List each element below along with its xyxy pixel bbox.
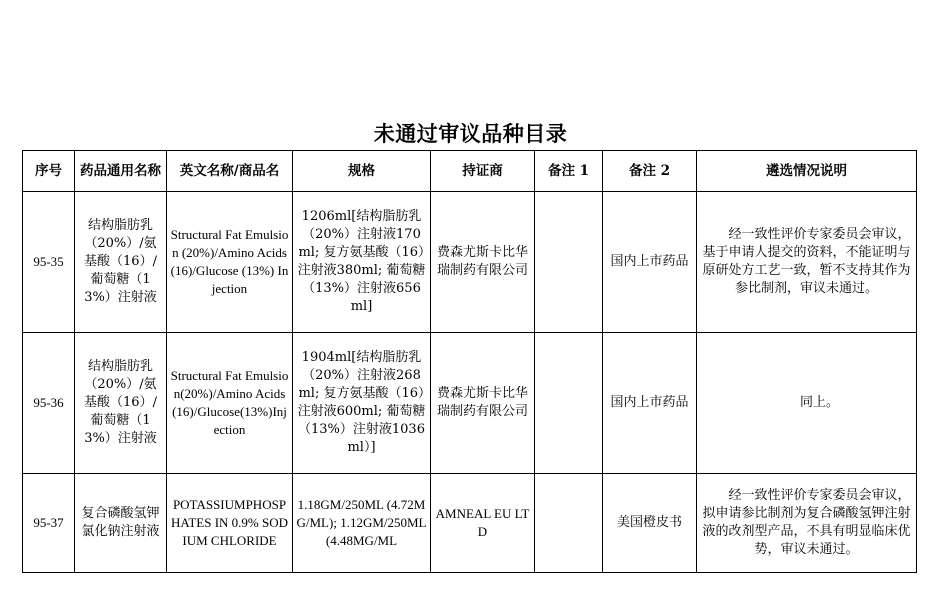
header-holder: 持证商 <box>431 151 535 192</box>
cell-generic-name: 结构脂肪乳（20%）/氨基酸（16）/葡萄糖（13%）注射液 <box>75 333 167 474</box>
cell-explanation <box>697 333 917 474</box>
table-row <box>23 192 917 333</box>
header-spec: 规格 <box>293 151 431 192</box>
cell-spec: 1904ml[结构脂肪乳（20%）注射液268ml; 复方氨基酸（16）注射液600ml; 葡萄糖（13%）注射液1036ml）] <box>293 333 431 474</box>
cell-spec: 1206ml[结构脂肪乳（20%）注射液170ml; 复方氨基酸（16）注射液380ml; 葡萄糖（13%）注射液656ml] <box>293 192 431 333</box>
cell-generic-name: 结构脂肪乳（20%）/氨基酸（16）/葡萄糖（13%）注射液 <box>75 192 167 333</box>
cell-note2: 美国橙皮书 <box>603 474 697 573</box>
cell-note1 <box>535 192 603 333</box>
header-seq: 序号 <box>23 151 75 192</box>
cell-english-name: Structural Fat Emulsion (20%)/Amino Acids (16)/Glucose (13%) Injection <box>167 192 293 333</box>
header-english-name: 英文名称/商品名 <box>167 151 293 192</box>
cell-generic-name: 复合磷酸氢钾氯化钠注射液 <box>75 474 167 573</box>
cell-note2: 国内上市药品 <box>603 192 697 333</box>
cell-seq: 95-36 <box>23 333 75 474</box>
cell-holder: 费森尤斯卡比华瑞制药有限公司 <box>431 192 535 333</box>
cell-english-name: POTASSIUMPHOSPHATES IN 0.9% SODIUM CHLORIDE <box>167 474 293 573</box>
document-title: 未通过审议品种目录 <box>373 121 568 146</box>
explanation-text: 经一致性评价专家委员会审议，基于申请人提交的资料，不能证明与原研处方工艺一致，暂不支持其作为参比制剂，审议未通过。 <box>702 227 911 296</box>
cell-explanation <box>697 192 917 333</box>
cell-spec: 1.18GM/250ML (4.72MG/ML); 1.12GM/250ML (4.48MG/ML <box>293 474 431 573</box>
cell-english-name: Structural Fat Emulsion(20%)/Amino Acids(16)/Glucose(13%)Injection <box>167 333 293 474</box>
header-generic-name: 药品通用名称 <box>75 151 167 192</box>
explanation-text: 同上。 <box>799 395 839 410</box>
cell-note2: 国内上市药品 <box>603 333 697 474</box>
cell-note1 <box>535 474 603 573</box>
header-note2: 备注 2 <box>603 151 697 192</box>
cell-holder: AMNEAL EU LTD <box>431 474 535 573</box>
cell-note1 <box>535 333 603 474</box>
cell-seq: 95-35 <box>23 192 75 333</box>
rejected-varieties-table <box>22 150 917 573</box>
table-row <box>23 333 917 474</box>
cell-seq: 95-37 <box>23 474 75 573</box>
cell-explanation <box>697 474 917 573</box>
header-note1: 备注 1 <box>535 151 603 192</box>
cell-holder: 费森尤斯卡比华瑞制药有限公司 <box>431 333 535 474</box>
header-explanation: 遴选情况说明 <box>697 151 917 192</box>
table-header-row <box>23 151 917 192</box>
explanation-text: 经一致性评价专家委员会审议，拟申请参比制剂为复合磷酸氢钾注射液的改剂型产品，不具有明显临床优势，审议未通过。 <box>702 488 911 557</box>
table-row <box>23 474 917 573</box>
